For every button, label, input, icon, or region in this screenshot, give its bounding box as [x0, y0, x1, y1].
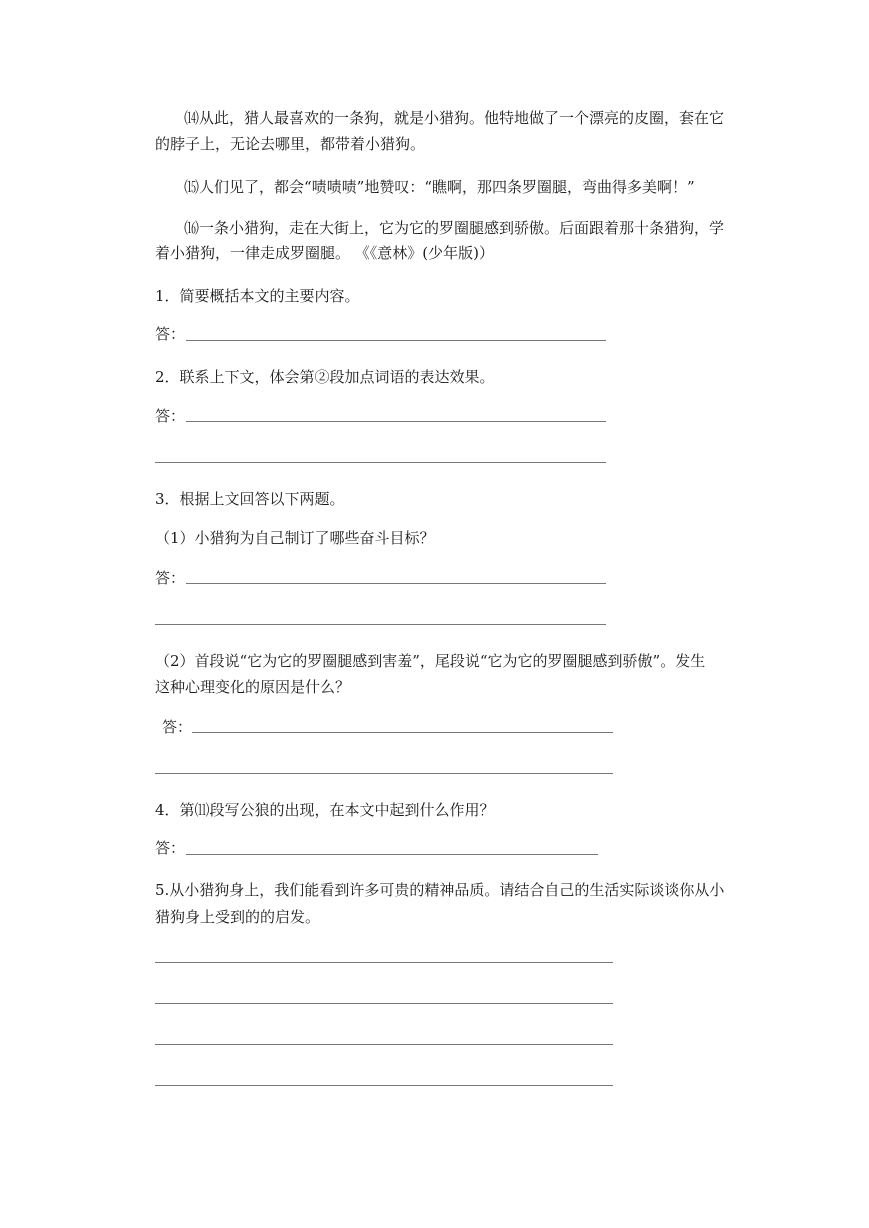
passage-p16-line2: 着小猎狗，一律走成罗圈腿。 《《意林》(少年版)）: [155, 244, 494, 262]
question-3-2-line1: （2）首段说“它为它的罗圈腿感到害羞”，尾段说“它为它的罗圈腿感到骄傲”。发生: [155, 652, 706, 670]
question-1: 1．简要概括本文的主要内容。: [155, 287, 360, 305]
passage-p14-line1: ⒁从此，猎人最喜欢的一条狗，就是小猎狗。他特地做了一个漂亮的皮圈，套在它: [184, 109, 725, 127]
answer-line-5b[interactable]: [155, 1003, 613, 1004]
answer-line-2a[interactable]: [186, 421, 606, 422]
answer-line-3-1a[interactable]: [186, 583, 606, 584]
answer-line-3-2a[interactable]: [192, 732, 613, 733]
answer-label-4: 答：: [155, 839, 186, 857]
question-5-line1: 5.从小猎狗身上，我们能看到许多可贵的精神品质。请结合自己的生活实际谈谈你从小: [155, 881, 725, 899]
answer-label-3-2: 答：: [162, 718, 193, 736]
question-5-line2: 猎狗身上受到的的启发。: [155, 908, 321, 926]
answer-line-4[interactable]: [186, 854, 598, 855]
answer-line-3-2b[interactable]: [155, 773, 613, 774]
question-2: 2．联系上下文，体会第②段加点词语的表达效果。: [155, 368, 495, 386]
question-3: 3．根据上文回答以下两题。: [155, 490, 345, 508]
answer-line-5a[interactable]: [155, 962, 613, 963]
question-3-2-line2: 这种心理变化的原因是什么？: [155, 678, 351, 696]
question-3-1: （1）小猎狗为自己制订了哪些奋斗目标？: [155, 529, 435, 547]
passage-p15: ⒂人们见了，都会“啧啧啧”地赞叹：“瞧啊，那四条罗圈腿，弯曲得多美啊！”: [184, 178, 695, 196]
passage-p14-line2: 的脖子上，无论去哪里，都带着小猎狗。: [155, 135, 426, 153]
question-4: 4．第⑾段写公狼的出现，在本文中起到什么作用？: [155, 801, 495, 819]
answer-label-2: 答：: [155, 407, 186, 425]
answer-line-5c[interactable]: [155, 1044, 613, 1045]
answer-line-3-1b[interactable]: [155, 624, 606, 625]
passage-p16-line1: ⒃一条小猎狗，走在大街上，它为它的罗圈腿感到骄傲。后面跟着那十条猎狗，学: [184, 219, 725, 237]
answer-line-2b[interactable]: [155, 462, 606, 463]
answer-label-1: 答：: [155, 325, 186, 343]
answer-label-3-1: 答：: [155, 569, 186, 587]
answer-line-5d[interactable]: [155, 1085, 613, 1086]
answer-line-1[interactable]: [186, 340, 606, 341]
